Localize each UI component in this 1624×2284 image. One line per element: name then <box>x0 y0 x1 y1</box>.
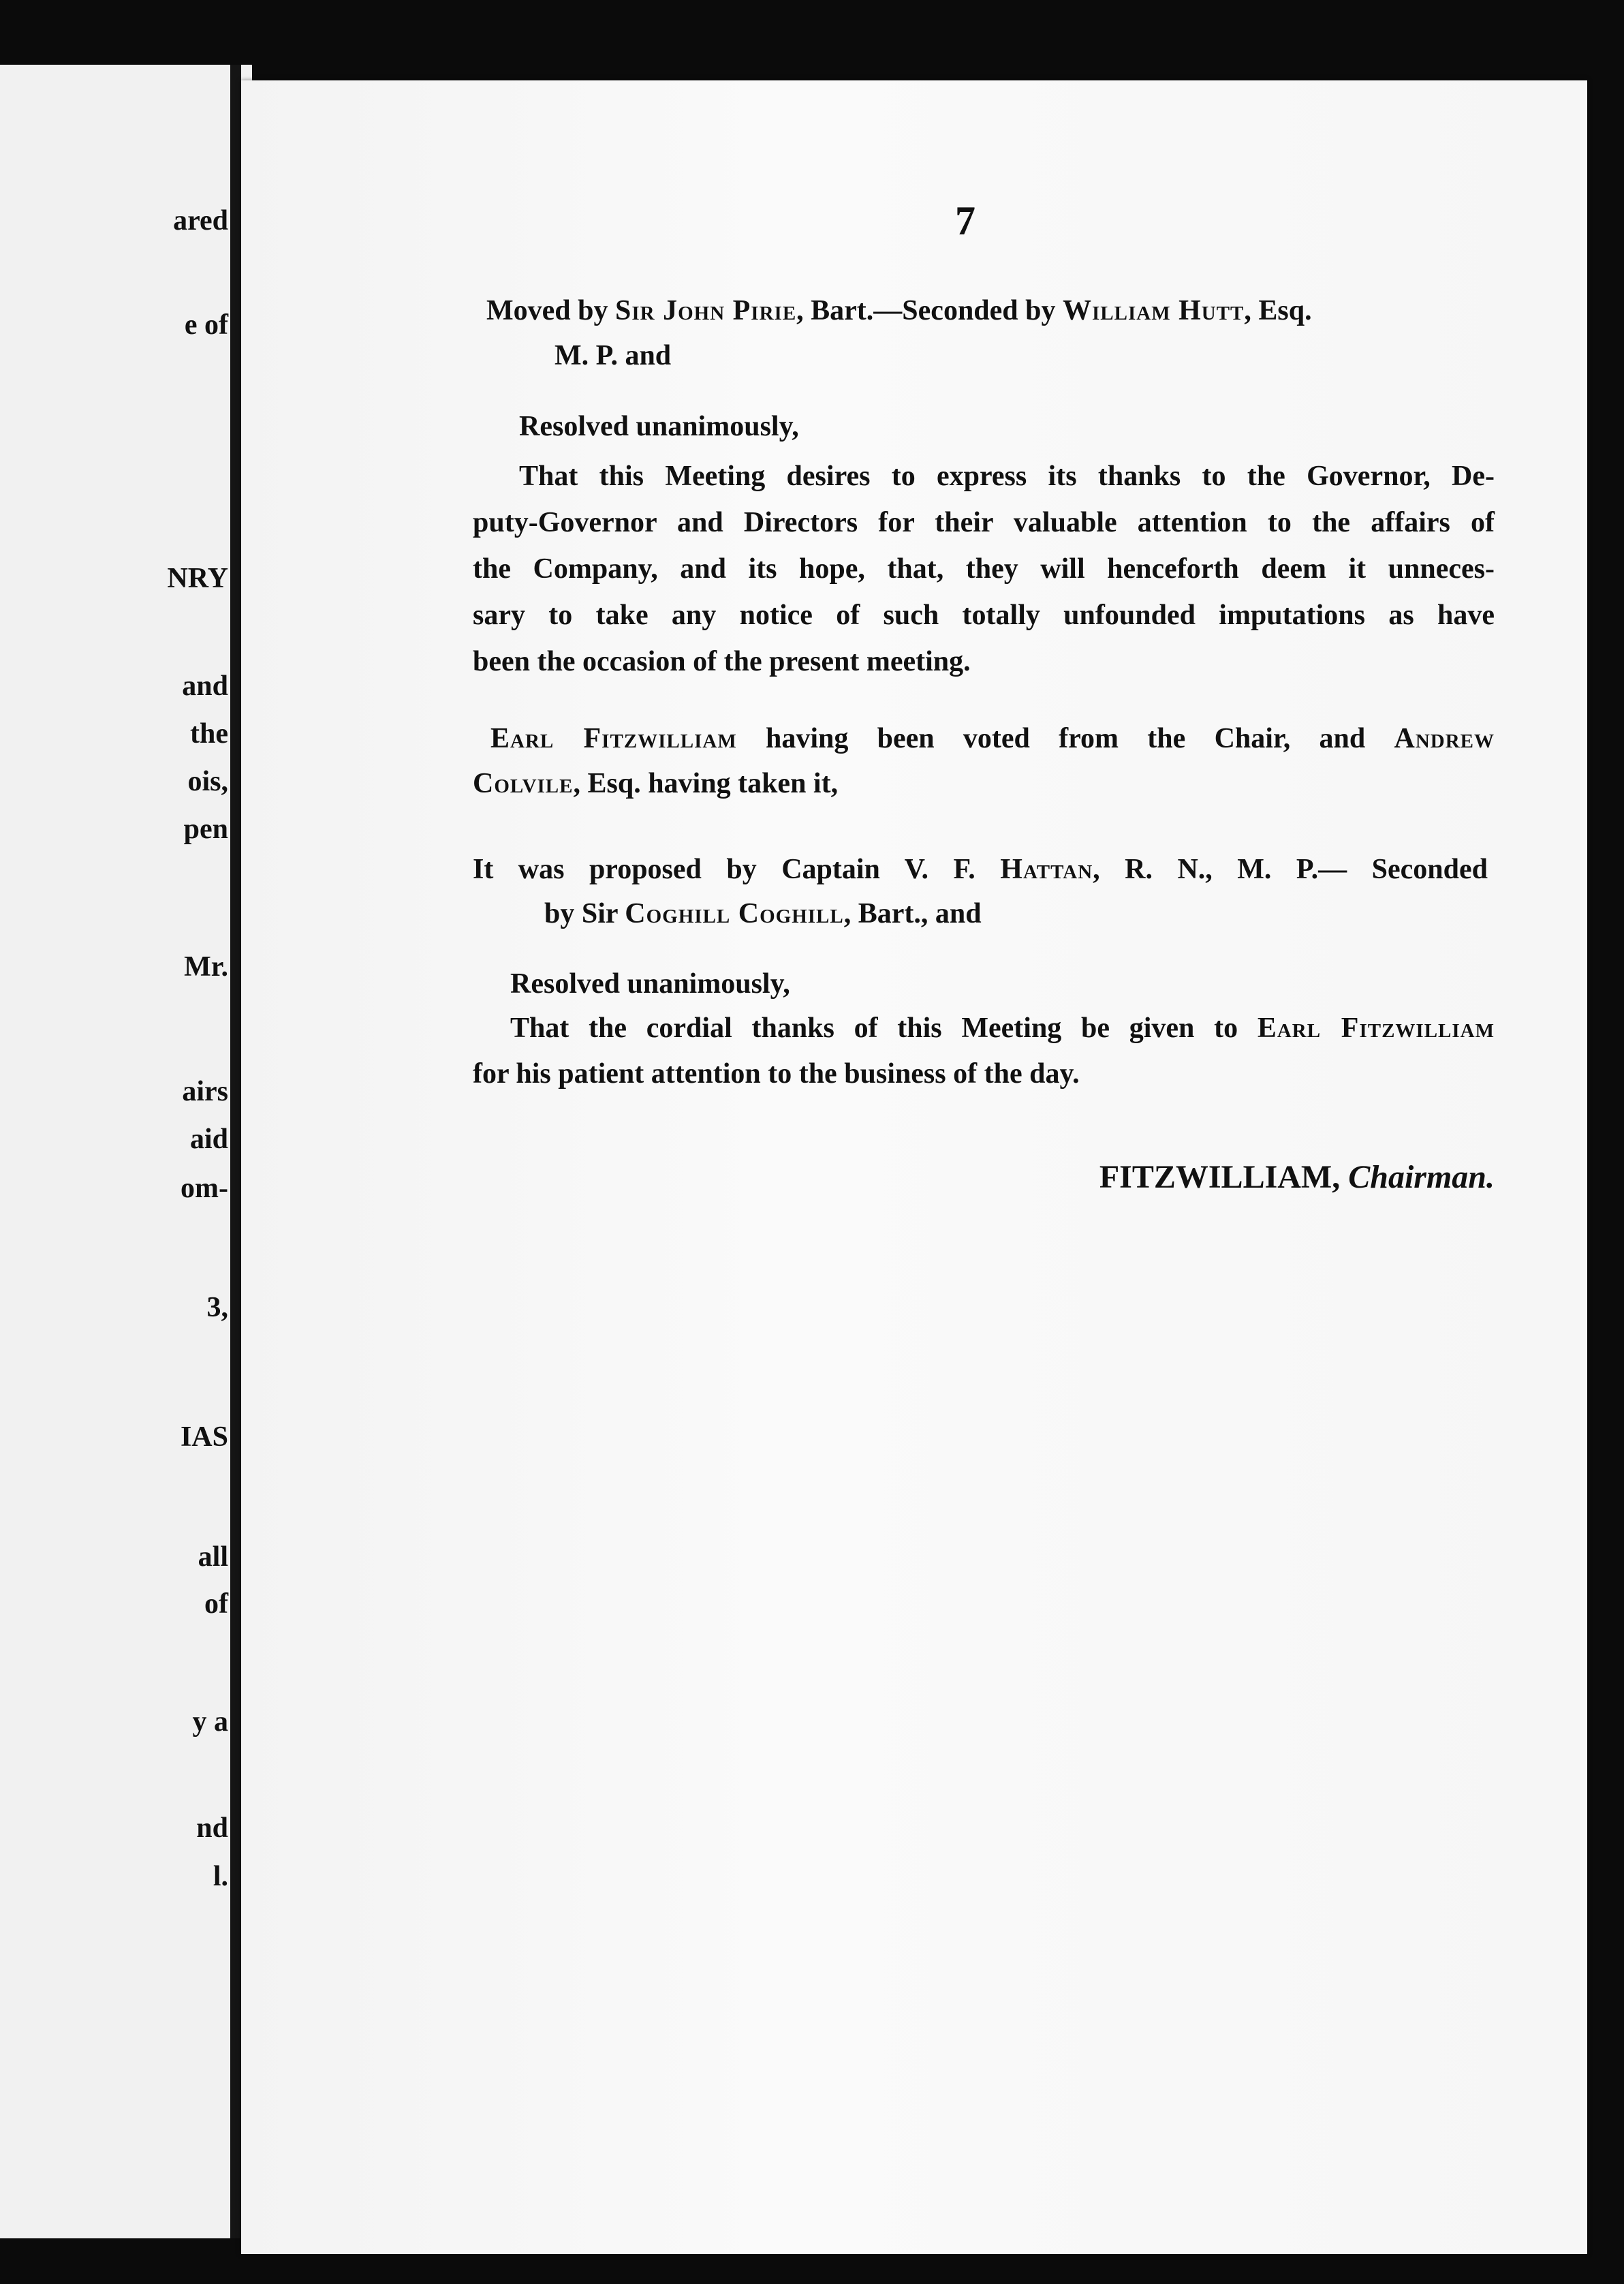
previous-page-fragment: aid <box>189 1124 228 1155</box>
previous-page-fragment: y a <box>192 1706 228 1738</box>
previous-page-fragment: IAS <box>180 1421 228 1453</box>
previous-page-fragment: all <box>198 1541 228 1573</box>
motion1-resolved: Resolved unanimously, <box>519 411 799 442</box>
previous-page-fragment: of <box>204 1588 228 1620</box>
previous-page-fragment: pen <box>183 814 228 845</box>
document-page <box>241 80 1587 2254</box>
motion1-mover-line: Moved by Sir John Pirie, Bart.—Seconded by William Hutt, Esq. <box>486 295 1312 326</box>
previous-page-fragment: e of <box>184 309 228 341</box>
signature: FITZWILLIAM, Chairman. <box>1099 1159 1495 1195</box>
motion2-body-line1: That the cordial thanks of this Meeting be given to Earl Fitzwilliam <box>510 1013 1495 1044</box>
previous-page-fragment: l. <box>213 1861 228 1892</box>
previous-page-fragment: om- <box>181 1173 228 1204</box>
mover-name: Sir John Pirie <box>615 295 797 326</box>
motion2-proposer-line: It was proposed by Captain V. F. Hattan, R. N., M. P.— Seconded <box>473 854 1488 885</box>
motion2-seconder-line: by Sir Coghill Coghill, Bart., and <box>544 898 982 929</box>
seconder-name: William Hutt <box>1063 295 1245 326</box>
previous-page-fragment: ois, <box>187 766 228 797</box>
previous-page-fragment: nd <box>196 1812 228 1844</box>
motion1-body-line1: That this Meeting desires to express its thanks to the Governor, De- <box>519 461 1495 492</box>
motion1-mover-line2: M. P. and <box>555 340 672 371</box>
previous-page-fragment: Mr. <box>184 951 228 983</box>
motion1-body-line4: sary to take any notice of such totally unfounded imputations as have <box>473 600 1495 631</box>
motion1-body-line5: been the occasion of the present meeting. <box>473 646 971 677</box>
chair-change-line2: Colvile, Esq. having taken it, <box>473 768 839 799</box>
previous-page-fragment: airs <box>182 1076 228 1107</box>
previous-page-fragment: 3, <box>206 1292 228 1323</box>
previous-page-fragment: ared <box>173 205 228 236</box>
book-gutter <box>230 65 241 2238</box>
previous-page-fragment: NRY <box>167 563 228 594</box>
motion1-body-line2: puty-Governor and Directors for their valuable attention to the affairs of <box>473 507 1495 538</box>
previous-page-fragment: and <box>182 670 228 702</box>
chair-change-line1: Earl Fitzwilliam having been voted from the Chair, and Andrew <box>490 723 1495 754</box>
motion1-body-line3: the Company, and its hope, that, they will henceforth deem it unneces- <box>473 553 1495 585</box>
page-number: 7 <box>955 198 975 243</box>
motion2-resolved: Resolved unanimously, <box>510 968 790 1000</box>
previous-page-fragment: the <box>190 718 228 750</box>
previous-page-edge <box>0 65 252 2238</box>
motion2-body-line2: for his patient attention to the business of the day. <box>473 1058 1080 1090</box>
